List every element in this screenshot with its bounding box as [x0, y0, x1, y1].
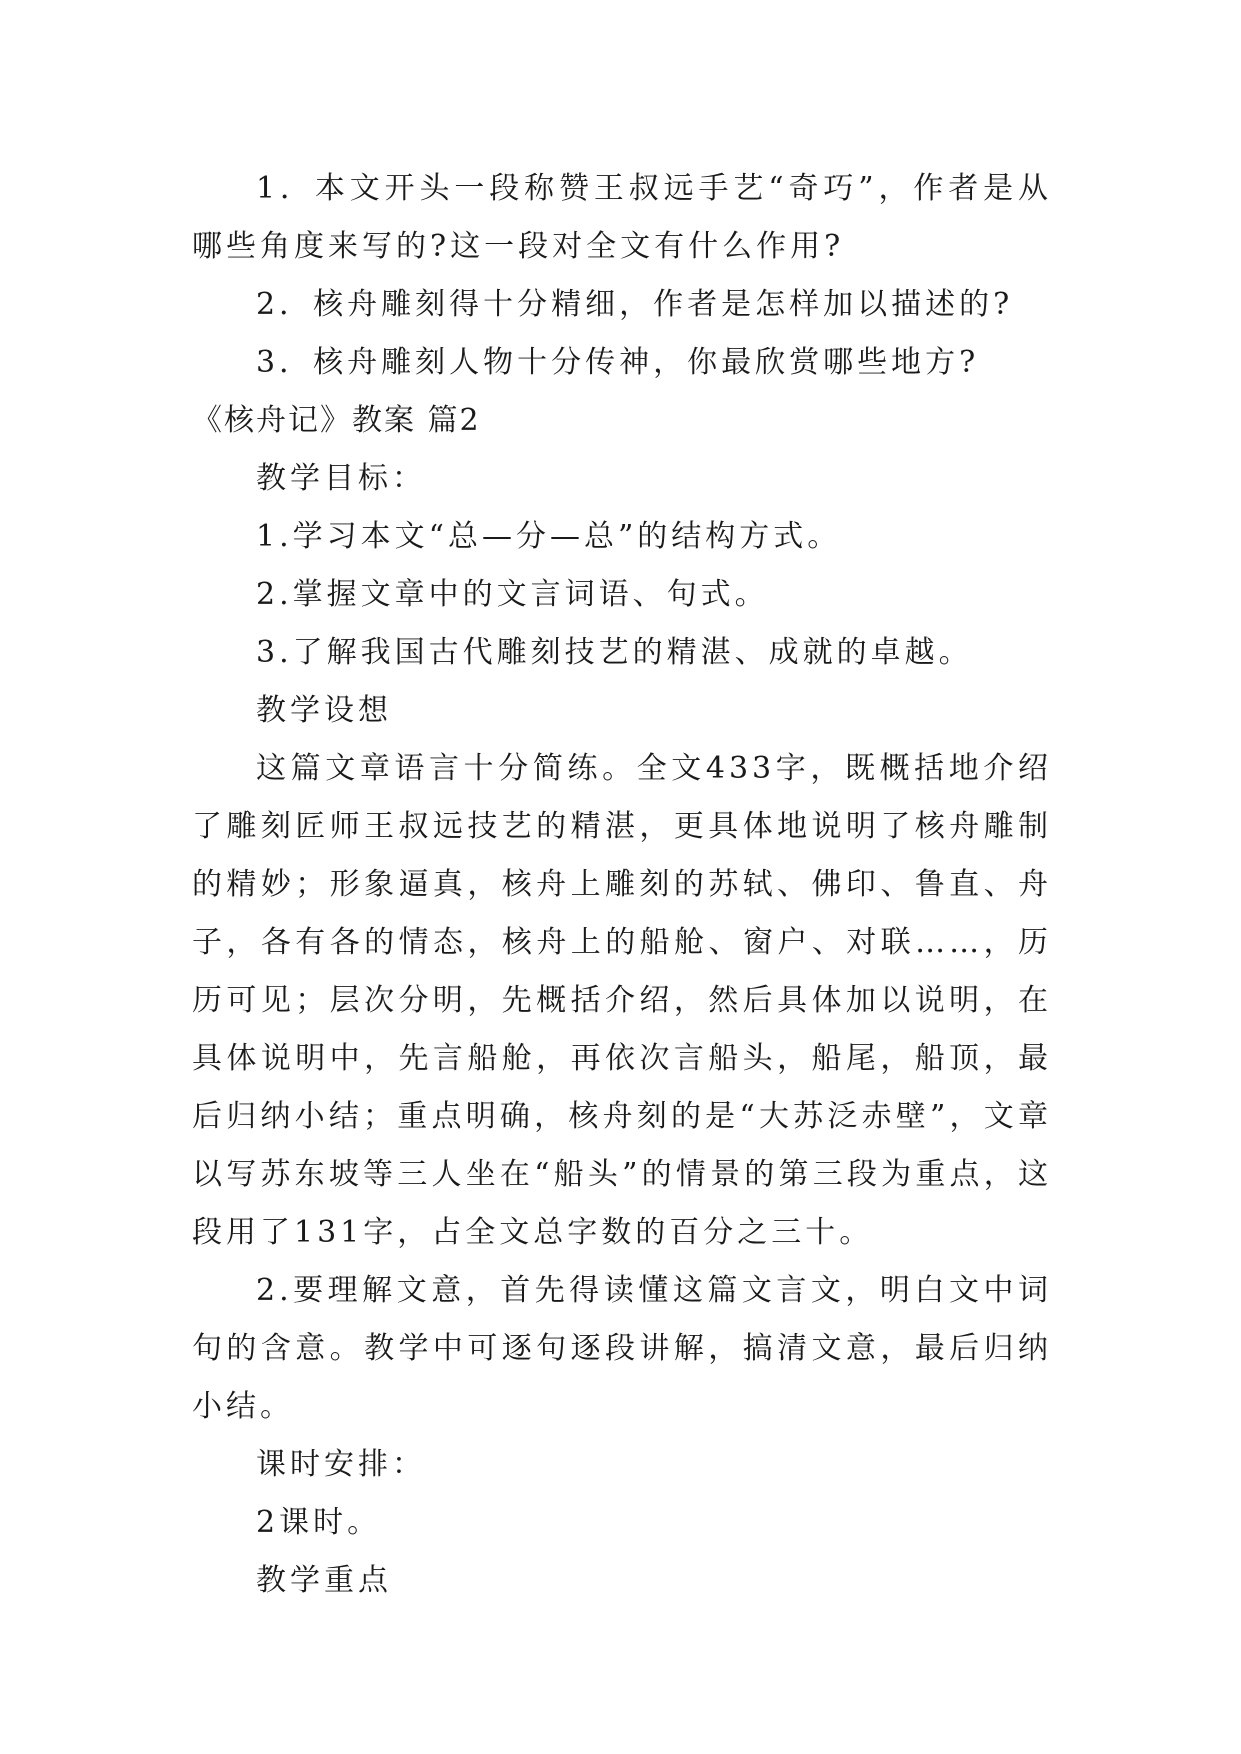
- section-heading: 《核舟记》教案 篇2: [192, 403, 481, 438]
- goal-2: 2.掌握文章中的文言词语、句式。: [256, 577, 769, 612]
- question-2: 2．核舟雕刻得十分精细，作者是怎样加以描述的?: [256, 287, 1014, 322]
- teaching-goals-label: 教学目标：: [256, 461, 426, 496]
- design-paragraph-2: 2.要理解文意，首先得读懂这篇文言文，明白文中词句的含意。教学中可逐句逐段讲解，搞清文意，最后归纳小结。: [192, 1273, 1052, 1424]
- question-3: 3．核舟雕刻人物十分传神，你最欣赏哪些地方?: [256, 345, 980, 380]
- schedule-label: 课时安排：: [256, 1447, 426, 1482]
- schedule-value: 2课时。: [256, 1505, 382, 1540]
- goal-1: 1.学习本文“总—分—总”的结构方式。: [256, 519, 842, 554]
- goal-3: 3.了解我国古代雕刻技艺的精湛、成就的卓越。: [256, 635, 973, 670]
- design-paragraph-1: 这篇文章语言十分简练。全文433字，既概括地介绍了雕刻匠师王叔远技艺的精湛，更具体地说明了核舟雕制的精妙；形象逼真，核舟上雕刻的苏轼、佛印、鲁直、舟子，各有各的情态，核舟上的船舱、窗户、对联……，历历可见；层次分明，先概括介绍，然后具体加以说明，在具体说明中，先言船舱，再依次言船头，船尾，船顶，最后归纳小结；重点明确，核舟刻的是“大苏泛赤壁”，文章以写苏东坡等三人坐在“船头”的情景的第三段为重点，这段用了131字，占全文总字数的百分之三十。: [192, 751, 1052, 1250]
- question-1: 1．本文开头一段称赞王叔远手艺“奇巧”，作者是从哪些角度来写的?这一段对全文有什么作用?: [192, 171, 1052, 264]
- document-body: [192, 160, 1052, 1610]
- teaching-design-label: 教学设想: [256, 693, 392, 728]
- teaching-focus-label: 教学重点: [256, 1563, 392, 1598]
